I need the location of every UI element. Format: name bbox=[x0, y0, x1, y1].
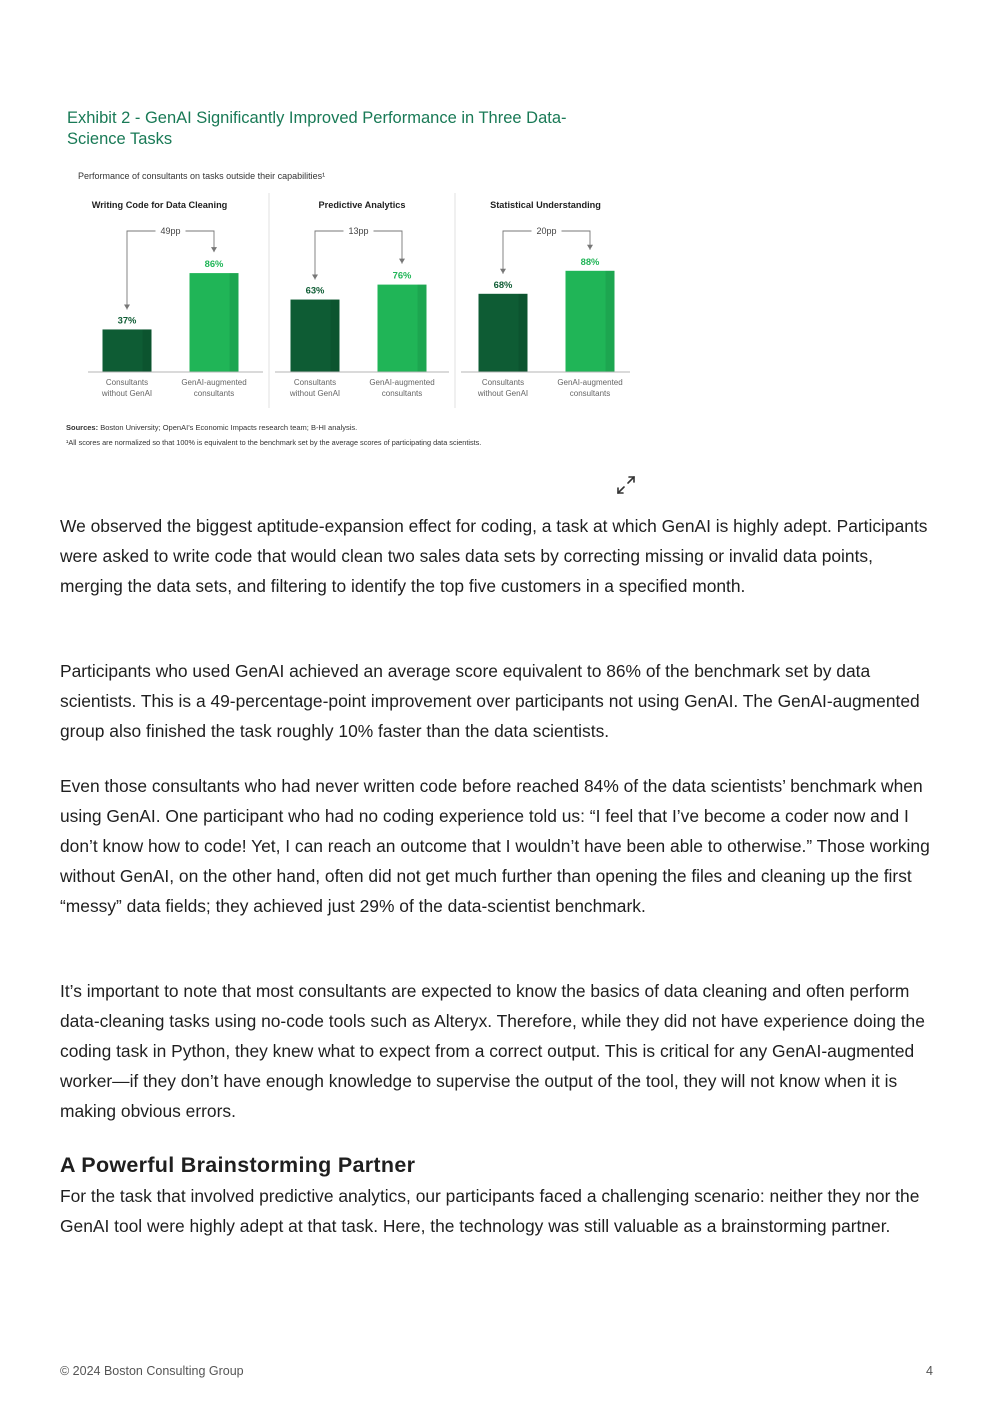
footer-page-number: 4 bbox=[926, 1364, 933, 1378]
paragraph-predictive-analytics: For the task that involved predictive analytics, our participants faced a challenging scenario: neither they nor the GenAI tool were highly adept at that task. Here, the technology was still valuable as a brainstorming partner. bbox=[60, 1186, 920, 1236]
normalization-footnote: ¹All scores are normalized so that 100% is equivalent to the benchmark set by the average scores of participating data scientists. bbox=[66, 438, 482, 447]
paragraph-never-coded: Even those consultants who had never written code before reached 84% of the data scientists’ benchmark when using GenAI. One participant who had no coding experience told us: “I feel that I’ve become a coder now and I don’t know how to code! Yet, I can reach an outcome that I wouldn’t have been able to otherwise.” Those working without GenAI, on the other hand, often did not get much further than opening the files and cleaning up the first “messy” data fields; they achieved just 29% of the data-scientist benchmark. bbox=[60, 776, 930, 916]
exhibit-subtitle: Performance of consultants on tasks outside their capabilities¹ bbox=[78, 171, 326, 181]
charts-layer bbox=[88, 193, 630, 408]
difference-bracket bbox=[503, 231, 590, 274]
bar-shade bbox=[606, 271, 615, 372]
arrow-head bbox=[500, 269, 506, 274]
arrow-head bbox=[312, 275, 318, 280]
exhibit-chart bbox=[0, 0, 993, 460]
category-label: consultants bbox=[569, 389, 611, 398]
arrow-head bbox=[587, 245, 593, 250]
panel-title: Predictive Analytics bbox=[318, 200, 406, 210]
arrow-head bbox=[211, 247, 217, 252]
value-label: 68% bbox=[493, 278, 513, 290]
difference-label: 49pp bbox=[160, 226, 181, 236]
exhibit-title: Exhibit 2 - GenAI Significantly Improved Performance in Three Data-Science Tasks bbox=[67, 109, 567, 148]
category-label: consultants bbox=[193, 389, 235, 398]
category-label: GenAI-augmented bbox=[181, 378, 247, 387]
value-label: 37% bbox=[117, 314, 137, 326]
category-label: GenAI-augmented bbox=[557, 378, 623, 387]
value-label: 88% bbox=[580, 255, 600, 267]
value-label: 63% bbox=[305, 284, 325, 296]
expand-arrows-icon[interactable] bbox=[615, 474, 637, 496]
category-label: Consultants bbox=[293, 378, 337, 387]
arrow-head bbox=[399, 259, 405, 264]
category-label: GenAI-augmented bbox=[369, 378, 435, 387]
paragraph-benchmark-score: Participants who used GenAI achieved an average score equivalent to 86% of the benchmark set by data scientists. This is a 49-percentage-point improvement over participants not using GenAI. The GenAI-augmented group also finished the task roughly 10% faster than the data scientists. bbox=[60, 661, 920, 741]
panel-title: Writing Code for Data Cleaning bbox=[91, 200, 228, 210]
difference-label: 20pp bbox=[536, 226, 557, 236]
difference-label: 13pp bbox=[348, 226, 369, 236]
category-label: consultants bbox=[381, 389, 423, 398]
section-heading: A Powerful Brainstorming Partner bbox=[60, 1153, 416, 1177]
difference-bracket bbox=[315, 231, 402, 280]
bar-shade bbox=[331, 300, 340, 372]
category-label: Consultants bbox=[481, 378, 525, 387]
panel-title: Statistical Understanding bbox=[490, 200, 601, 210]
category-label: Consultants bbox=[105, 378, 149, 387]
bar-shade bbox=[143, 329, 152, 372]
category-label: without GenAI bbox=[477, 389, 529, 398]
sources-label: Sources: bbox=[66, 423, 99, 432]
sources-note bbox=[66, 423, 357, 432]
paragraph-coding-effect: We observed the biggest aptitude-expansion effect for coding, a task at which GenAI is highly adept. Participants were asked to write code that would clean two sales data sets by correcting missing or invalid data points, merging the data sets, and filtering to identify the top five customers in a specified month. bbox=[60, 516, 928, 596]
paragraph-data-cleaning-basics: It’s important to note that most consultants are expected to know the basics of data cleaning and often perform data-cleaning tasks using no-code tools such as Alteryx. Therefore, while they did not have experience doing the coding task in Python, they knew what to expect from a correct output. This is critical for any GenAI-augmented worker—if they don’t have enough knowledge to supervise the output of the tool, they will not know when it is making obvious errors. bbox=[60, 981, 925, 1121]
category-label: without GenAI bbox=[101, 389, 153, 398]
bar-shade bbox=[519, 294, 528, 372]
category-label: without GenAI bbox=[289, 389, 341, 398]
footer-copyright: © 2024 Boston Consulting Group bbox=[60, 1364, 244, 1378]
arrow-head bbox=[124, 304, 130, 309]
value-label: 86% bbox=[204, 258, 224, 270]
bar-shade bbox=[230, 273, 239, 372]
value-label: 76% bbox=[392, 269, 412, 281]
sources-text: Boston University; OpenAI’s Economic Impacts research team; B-HI analysis. bbox=[98, 423, 358, 432]
bar-shade bbox=[418, 285, 427, 372]
